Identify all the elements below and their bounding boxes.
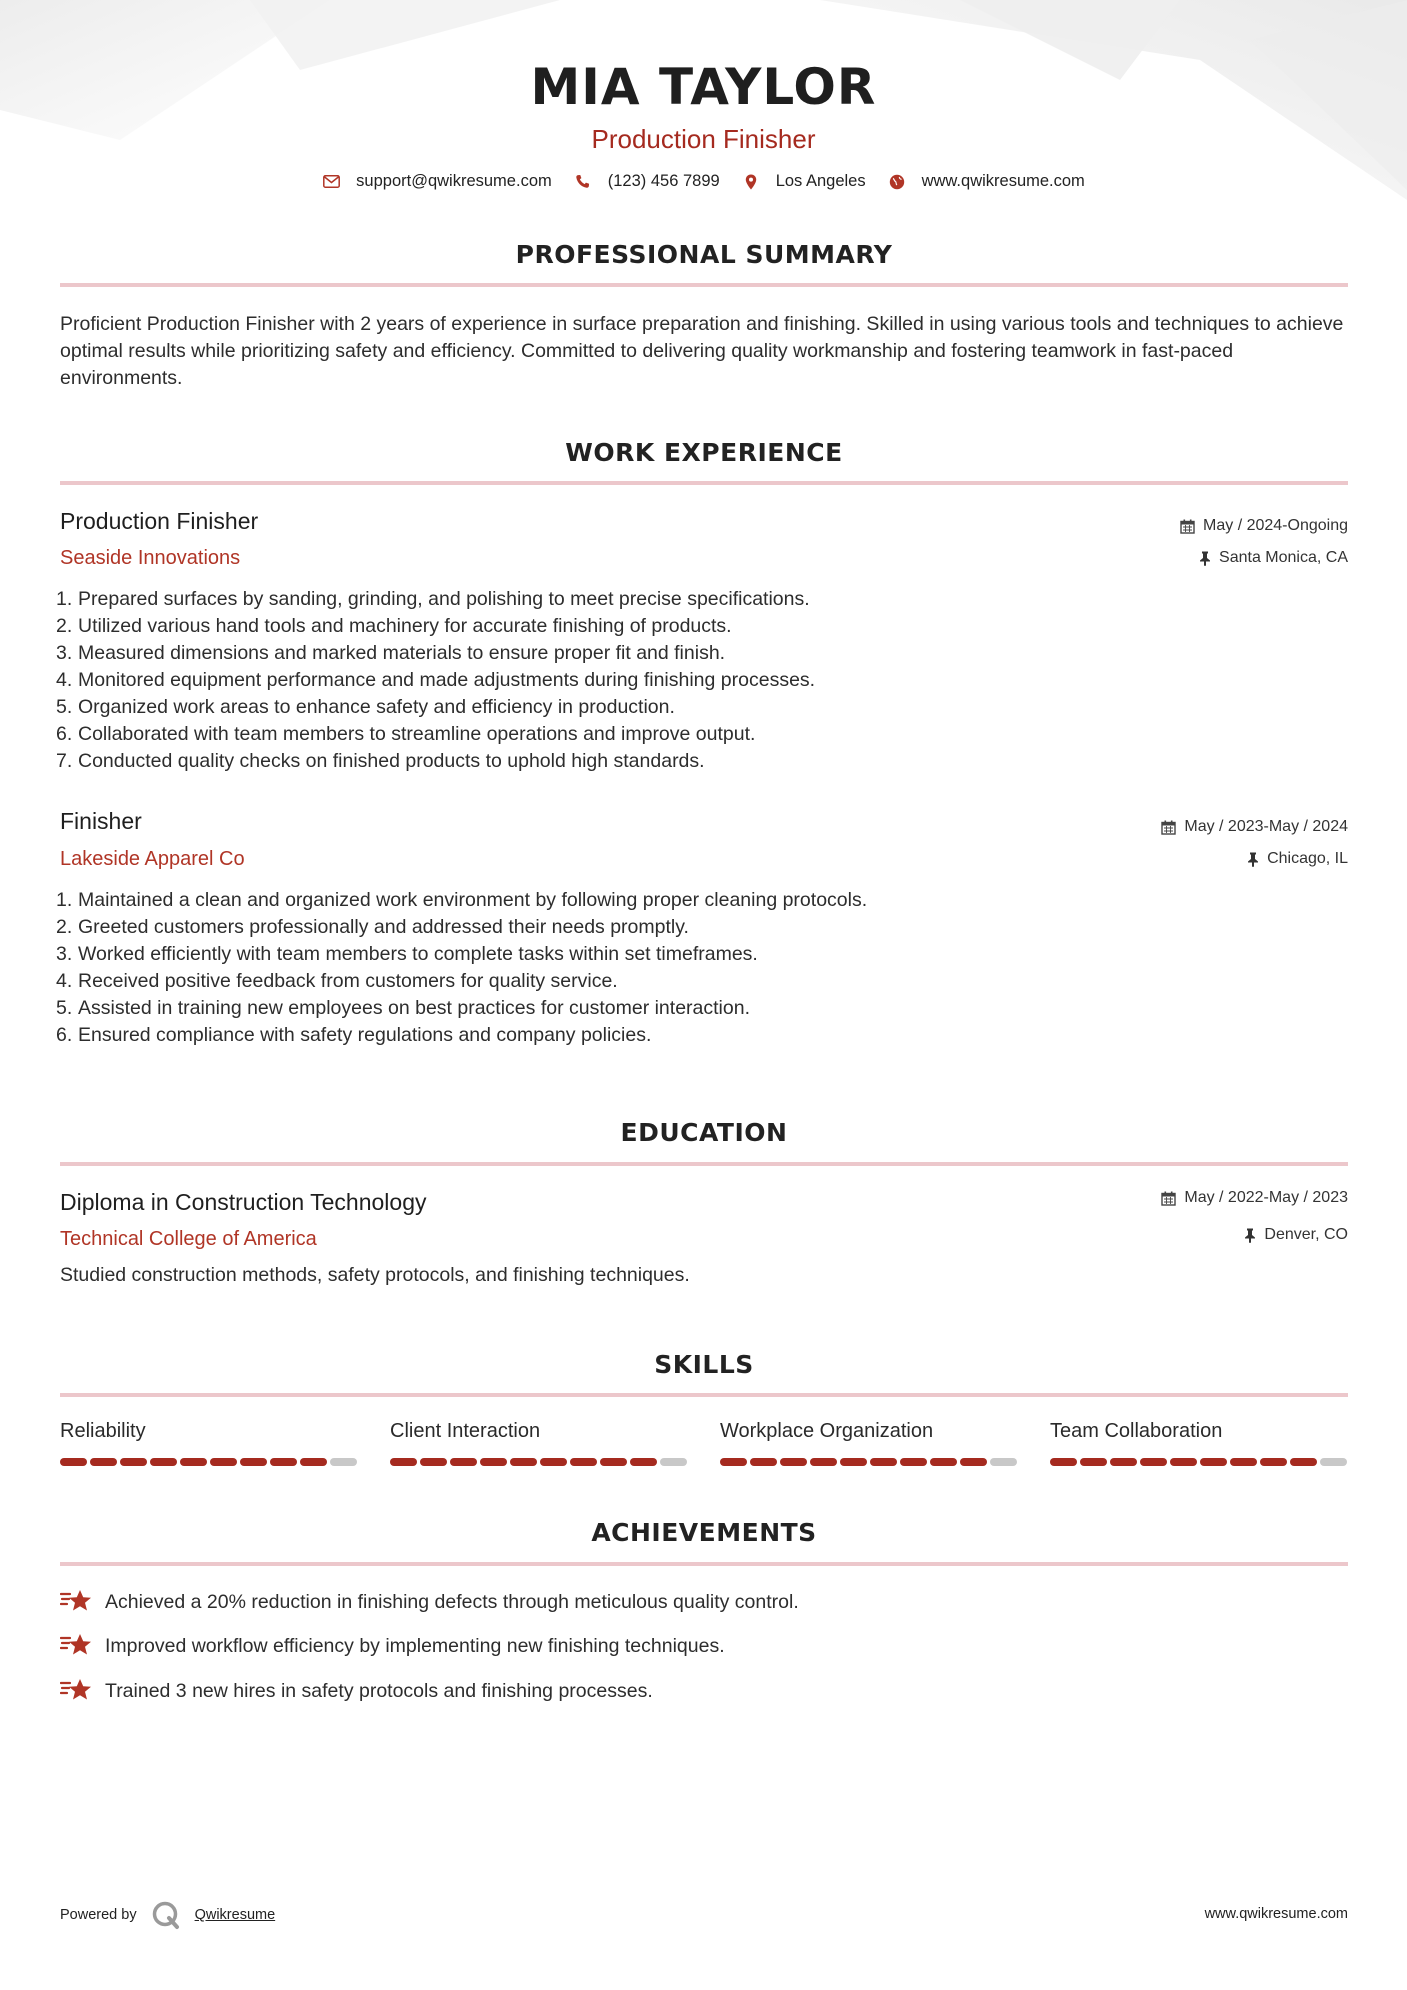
list-item: 3. Worked efficiently with team members to complete tasks within set timeframes.: [56, 943, 758, 965]
powered-by-label: Powered by: [60, 1907, 137, 1923]
skill-rating: [720, 1458, 1020, 1466]
achievement-item: [60, 1632, 1260, 1660]
experience-divider: [60, 481, 1348, 485]
skill-segment-filled: [450, 1458, 477, 1466]
job-bullets: [56, 887, 1256, 1049]
achievement-text: Achieved a 20% reduction in finishing defects through meticulous quality control.: [105, 1590, 799, 1613]
skill-segment-filled: [390, 1458, 417, 1466]
skill-segment-filled: [720, 1458, 747, 1466]
job-title: Production Finisher: [60, 508, 259, 534]
skill-segment-empty: [1320, 1458, 1347, 1466]
skill-segment-filled: [870, 1458, 897, 1466]
education-location: [1244, 1226, 1348, 1244]
job-bullets: [56, 586, 1256, 775]
contact-website[interactable]: [888, 172, 1085, 191]
skill-segment-filled: [1080, 1458, 1107, 1466]
list-item: 6. Collaborated with team members to streamline operations and improve output.: [56, 723, 756, 745]
list-item: 4. Received positive feedback from customers for quality service.: [56, 970, 618, 992]
star-icon: [60, 1588, 94, 1616]
skill-segment-filled: [780, 1458, 807, 1466]
footer-website[interactable]: www.qwikresume.com: [1204, 1906, 1348, 1922]
skill-segment-filled: [90, 1458, 117, 1466]
skill-segment-filled: [810, 1458, 837, 1466]
skill-segment-filled: [960, 1458, 987, 1466]
envelope-icon: [322, 173, 340, 191]
list-item: 1. Maintained a clean and organized work environment by following proper cleaning protocols.: [56, 889, 868, 911]
skill-segment-empty: [330, 1458, 357, 1466]
skill-rating: [60, 1458, 360, 1466]
job-location-text: Santa Monica, CA: [1219, 549, 1348, 566]
footer-powered-by: [60, 1900, 275, 1930]
skill-segment-filled: [120, 1458, 147, 1466]
job-dates-text: May / 2023-May / 2024: [1184, 818, 1348, 835]
skill-segment-filled: [840, 1458, 867, 1466]
skill-item: [720, 1420, 1020, 1466]
skill-segment-filled: [180, 1458, 207, 1466]
qwikresume-link[interactable]: Qwikresume: [194, 1907, 276, 1923]
achievement-text: Trained 3 new hires in safety protocols and finishing processes.: [105, 1679, 653, 1702]
skill-segment-filled: [480, 1458, 507, 1466]
list-item: 5. Organized work areas to enhance safety and efficiency in production.: [56, 696, 675, 718]
skill-segment-empty: [990, 1458, 1017, 1466]
skill-name: Client Interaction: [390, 1420, 541, 1442]
achievement-text: Improved workflow efficiency by implementing new finishing techniques.: [105, 1634, 725, 1657]
skill-segment-filled: [1290, 1458, 1317, 1466]
skill-segment-filled: [420, 1458, 447, 1466]
job-location: [1199, 549, 1348, 567]
candidate-title: Production Finisher: [591, 124, 816, 154]
skill-segment-filled: [270, 1458, 297, 1466]
skills-heading: SKILLS: [654, 1350, 754, 1379]
contact-website-text: www.qwikresume.com: [921, 172, 1085, 190]
skills-divider: [60, 1393, 1348, 1397]
skill-segment-filled: [1050, 1458, 1077, 1466]
phone-icon: [574, 173, 592, 191]
globe-icon: [888, 173, 906, 191]
education-location-text: Denver, CO: [1264, 1226, 1348, 1243]
achievement-item: [60, 1677, 1260, 1705]
calendar-icon: [1161, 820, 1176, 835]
education-dates: [1161, 1189, 1348, 1207]
list-item: 2. Greeted customers professionally and addressed their needs promptly.: [56, 916, 689, 938]
list-item: 1. Prepared surfaces by sanding, grinding, and polishing to meet precise specifications.: [56, 588, 810, 610]
skill-segment-filled: [630, 1458, 657, 1466]
job-location: [1247, 850, 1348, 868]
list-item: 6. Ensured compliance with safety regulations and company policies.: [56, 1024, 652, 1046]
skill-segment-filled: [900, 1458, 927, 1466]
summary-heading: PROFESSIONAL SUMMARY: [515, 240, 893, 269]
skill-name: Team Collaboration: [1050, 1420, 1223, 1442]
skill-segment-filled: [300, 1458, 327, 1466]
skills-list: [60, 1420, 1350, 1466]
education-degree: Diploma in Construction Technology: [60, 1189, 427, 1215]
education-description: Studied construction methods, safety protocols, and finishing techniques.: [60, 1264, 690, 1286]
job-dates: [1180, 517, 1348, 535]
skill-item: [1050, 1420, 1350, 1466]
qwikresume-logo-icon: [151, 1900, 181, 1930]
skill-segment-filled: [60, 1458, 87, 1466]
skill-segment-filled: [750, 1458, 777, 1466]
summary-text: Proficient Production Finisher with 2 years of experience in surface preparation and finishing. Skilled in using various tools and techniques to achieve optimal results while prioritizing safety and efficiency. Committed to delivering quality workmanship and fostering teamwork in fast-paced environments.: [60, 313, 1344, 389]
pushpin-icon: [1244, 1228, 1256, 1243]
achievements-divider: [60, 1562, 1348, 1566]
skill-segment-filled: [150, 1458, 177, 1466]
job-dates: [1161, 818, 1348, 836]
job-title: Finisher: [60, 808, 142, 834]
list-item: 3. Measured dimensions and marked materials to ensure proper fit and finish.: [56, 642, 726, 664]
skill-name: Workplace Organization: [720, 1420, 934, 1442]
resume-header: [0, 58, 1407, 155]
contact-bar: [0, 172, 1407, 191]
contact-location-text: Los Angeles: [775, 172, 866, 190]
education-heading: EDUCATION: [620, 1118, 788, 1147]
skill-segment-filled: [1260, 1458, 1287, 1466]
skill-segment-filled: [510, 1458, 537, 1466]
pushpin-icon: [1199, 551, 1211, 566]
candidate-name: MIA TAYLOR: [530, 58, 877, 116]
star-icon: [60, 1632, 94, 1660]
skill-item: [60, 1420, 360, 1466]
skill-rating: [1050, 1458, 1350, 1466]
contact-email[interactable]: [322, 172, 552, 191]
list-item: 2. Utilized various hand tools and machinery for accurate finishing of products.: [56, 615, 732, 637]
job-company: Seaside Innovations: [60, 547, 241, 569]
job-dates-text: May / 2024-Ongoing: [1203, 517, 1348, 534]
contact-email-text: support@qwikresume.com: [356, 172, 552, 190]
contact-phone[interactable]: [574, 172, 720, 191]
skill-segment-filled: [1230, 1458, 1257, 1466]
pushpin-icon: [1247, 852, 1259, 867]
list-item: 4. Monitored equipment performance and made adjustments during finishing processes.: [56, 669, 816, 691]
contact-location: [742, 172, 866, 191]
job-location-text: Chicago, IL: [1267, 850, 1348, 867]
skill-segment-filled: [570, 1458, 597, 1466]
achievement-item: [60, 1588, 1260, 1616]
skill-segment-filled: [600, 1458, 627, 1466]
education-divider: [60, 1162, 1348, 1166]
skill-segment-filled: [540, 1458, 567, 1466]
skill-segment-filled: [930, 1458, 957, 1466]
skill-item: [390, 1420, 690, 1466]
skill-segment-filled: [1140, 1458, 1167, 1466]
achievements-heading: ACHIEVEMENTS: [591, 1518, 817, 1547]
skill-segment-filled: [1170, 1458, 1197, 1466]
contact-phone-text: (123) 456 7899: [607, 172, 720, 190]
skill-segment-filled: [1110, 1458, 1137, 1466]
skill-segment-filled: [1200, 1458, 1227, 1466]
experience-heading: WORK EXPERIENCE: [565, 438, 843, 467]
star-icon: [60, 1677, 94, 1705]
skill-segment-filled: [210, 1458, 237, 1466]
list-item: 5. Assisted in training new employees on best practices for customer interaction.: [56, 997, 750, 1019]
calendar-icon: [1180, 519, 1195, 534]
calendar-icon: [1161, 1191, 1176, 1206]
skill-rating: [390, 1458, 690, 1466]
education-school: Technical College of America: [60, 1228, 317, 1250]
summary-divider: [60, 283, 1348, 287]
skill-segment-empty: [660, 1458, 687, 1466]
list-item: 7. Conducted quality checks on finished products to uphold high standards.: [56, 750, 705, 772]
skill-segment-filled: [240, 1458, 267, 1466]
map-marker-icon: [742, 173, 760, 191]
education-dates-text: May / 2022-May / 2023: [1184, 1189, 1348, 1206]
job-company: Lakeside Apparel Co: [60, 848, 245, 870]
skill-name: Reliability: [60, 1420, 146, 1442]
